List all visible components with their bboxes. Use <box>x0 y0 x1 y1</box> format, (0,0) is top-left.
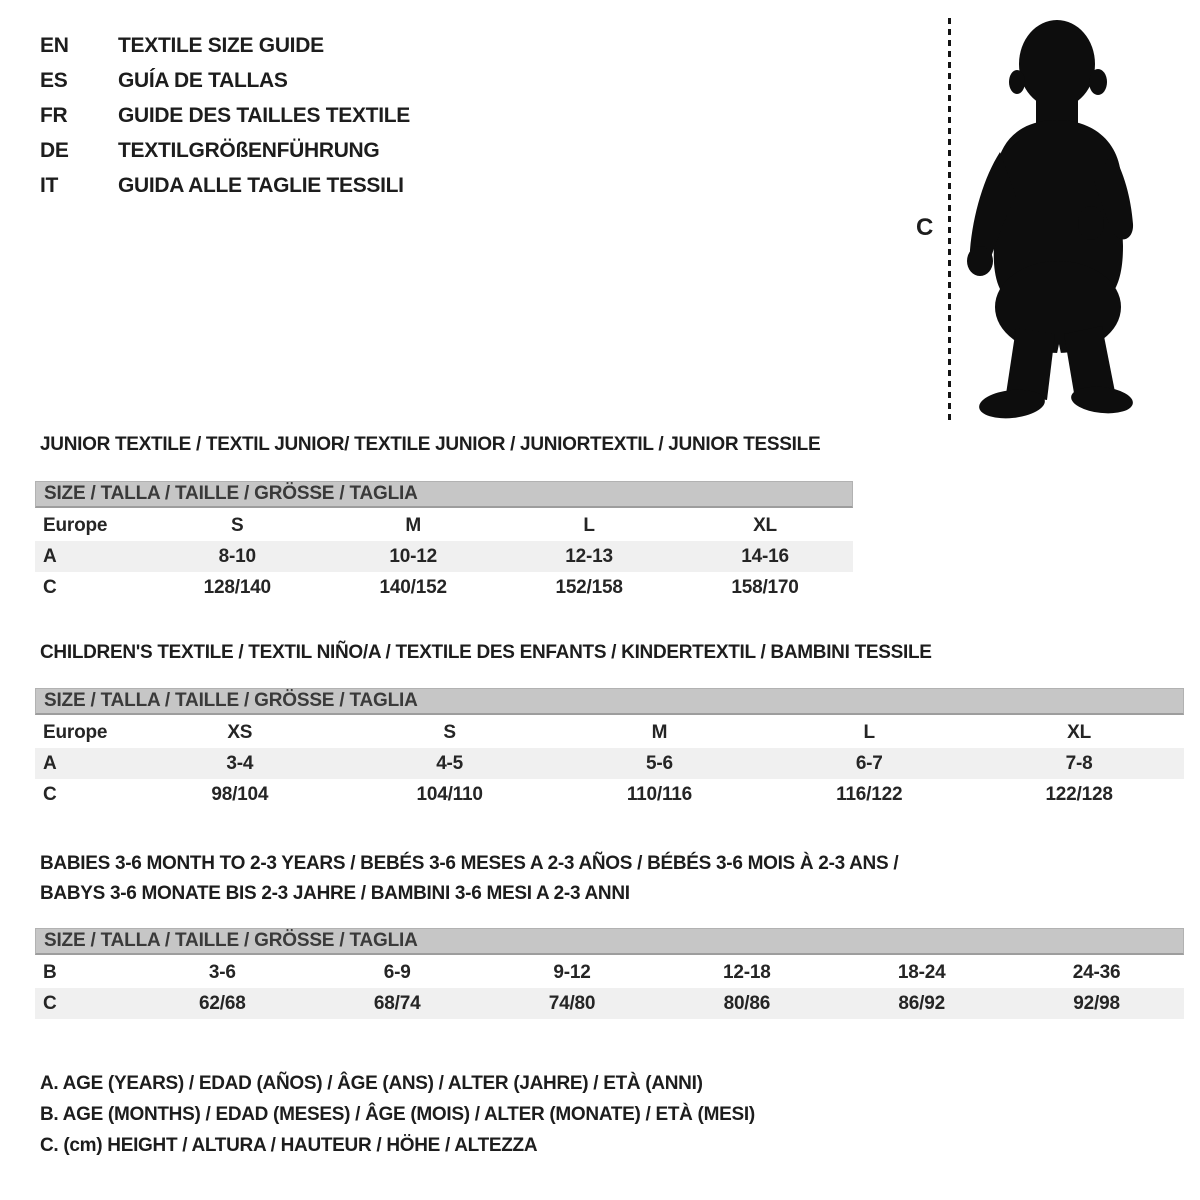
table-row <box>35 957 1184 988</box>
cell-value: 140/152 <box>379 576 447 598</box>
column-header: XS <box>227 721 253 743</box>
babies-title-line1: BABIES 3-6 MONTH TO 2-3 YEARS / BEBÉS 3-6 MESES A 2-3 AÑOS / BÉBÉS 3-6 MOIS À 2-3 ANS / <box>40 853 899 874</box>
row-label: C <box>43 783 57 805</box>
column-header-label: Europe <box>43 721 108 743</box>
cell-value: 116/122 <box>836 783 903 805</box>
column-header-row <box>35 717 1184 748</box>
cell-value: 86/92 <box>898 992 945 1014</box>
footnote-a: A. AGE (YEARS) / EDAD (AÑOS) / ÂGE (ANS) / ALTER (JAHRE) / ETÀ (ANNI) <box>40 1073 703 1094</box>
cell-value: 12-18 <box>723 961 771 983</box>
language-code: EN <box>40 33 69 57</box>
language-title-list <box>40 28 410 203</box>
cell-value: 74/80 <box>548 992 596 1014</box>
cell-value: 9-12 <box>553 961 591 983</box>
language-title: TEXTILGRÖßENFÜHRUNG <box>118 138 380 162</box>
row-label: B <box>43 961 57 983</box>
language-code: DE <box>40 138 69 162</box>
cell-value: 14-16 <box>741 545 789 567</box>
cell-value: 5-6 <box>646 752 673 774</box>
size-header-bar: SIZE / TALLA / TAILLE / GRÖSSE / TAGLIA <box>35 481 853 508</box>
table-row <box>35 748 1184 779</box>
language-row <box>40 133 410 168</box>
height-measure-label: C <box>916 214 934 241</box>
size-header-bar: SIZE / TALLA / TAILLE / GRÖSSE / TAGLIA <box>35 688 1184 715</box>
cell-value: 12-13 <box>565 545 613 567</box>
junior-size-table <box>35 481 853 603</box>
language-row <box>40 28 410 63</box>
cell-value: 98/104 <box>211 783 269 805</box>
cell-value: 104/110 <box>416 783 483 805</box>
toddler-silhouette-icon <box>962 14 1144 424</box>
height-dashed-line <box>948 18 951 420</box>
column-header: M <box>651 721 668 743</box>
cell-value: 24-36 <box>1072 961 1121 983</box>
babies-title-line2: BABYS 3-6 MONATE BIS 2-3 JAHRE / BAMBINI 3-6 MESI A 2-3 ANNI <box>40 883 630 904</box>
language-code: IT <box>40 173 59 197</box>
cell-value: 6-7 <box>855 752 883 774</box>
cell-value: 7-8 <box>1065 752 1093 774</box>
cell-value: 128/140 <box>203 576 271 598</box>
language-title: TEXTILE SIZE GUIDE <box>118 33 324 57</box>
table-row <box>35 541 853 572</box>
cell-value: 62/68 <box>199 992 246 1014</box>
column-header: L <box>583 514 595 536</box>
row-label: C <box>43 992 57 1014</box>
column-header: S <box>231 514 244 536</box>
babies-table <box>35 957 1184 1019</box>
cell-value: 3-4 <box>226 752 254 774</box>
cell-value: 110/116 <box>626 783 693 805</box>
cell-value: 152/158 <box>555 576 623 598</box>
footnote-legend <box>40 1068 755 1161</box>
row-label: A <box>43 752 57 774</box>
cell-value: 122/128 <box>1045 783 1113 805</box>
language-row <box>40 98 410 133</box>
cell-value: 6-9 <box>383 961 411 983</box>
height-figure <box>900 8 1170 433</box>
junior-table <box>35 510 853 603</box>
cell-value: 158/170 <box>731 576 799 598</box>
cell-value: 92/98 <box>1073 992 1120 1014</box>
footnote-c: C. (cm) HEIGHT / ALTURA / HAUTEUR / HÖHE / ALTEZZA <box>40 1135 538 1156</box>
size-header-bar: SIZE / TALLA / TAILLE / GRÖSSE / TAGLIA <box>35 928 1184 955</box>
footnote-b: B. AGE (MONTHS) / EDAD (MESES) / ÂGE (MOIS) / ALTER (MONATE) / ETÀ (MESI) <box>40 1104 755 1125</box>
junior-section-title: JUNIOR TEXTILE / TEXTIL JUNIOR/ TEXTILE JUNIOR / JUNIORTEXTIL / JUNIOR TESSILE <box>40 434 821 455</box>
children-section-title: CHILDREN'S TEXTILE / TEXTIL NIÑO/A / TEXTILE DES ENFANTS / KINDERTEXTIL / BAMBINI TESSILE <box>40 642 932 663</box>
column-header: M <box>405 514 421 536</box>
table-row <box>35 779 1184 810</box>
babies-size-table <box>35 928 1184 1019</box>
cell-value: 8-10 <box>218 545 256 567</box>
column-header: S <box>443 721 456 743</box>
column-header: L <box>863 721 875 743</box>
babies-section-title <box>40 849 898 909</box>
language-row <box>40 63 410 98</box>
column-header: XL <box>1067 721 1092 743</box>
language-title: GUIDE DES TAILLES TEXTILE <box>118 103 410 127</box>
cell-value: 3-6 <box>208 961 236 983</box>
column-header-label: Europe <box>43 514 108 536</box>
cell-value: 4-5 <box>436 752 464 774</box>
cell-value: 18-24 <box>897 961 946 983</box>
column-header-row <box>35 510 853 541</box>
cell-value: 68/74 <box>373 992 421 1014</box>
cell-value: 10-12 <box>389 545 437 567</box>
column-header: XL <box>753 514 777 536</box>
children-table <box>35 717 1184 810</box>
language-row <box>40 168 410 203</box>
table-row <box>35 572 853 603</box>
table-row <box>35 988 1184 1019</box>
cell-value: 80/86 <box>723 992 771 1014</box>
language-code: ES <box>40 68 68 92</box>
row-label: C <box>43 576 57 598</box>
language-title: GUIDA ALLE TAGLIE TESSILI <box>118 173 404 197</box>
children-size-table <box>35 688 1184 810</box>
language-title: GUÍA DE TALLAS <box>118 68 288 92</box>
row-label: A <box>43 545 57 567</box>
language-code: FR <box>40 103 68 127</box>
